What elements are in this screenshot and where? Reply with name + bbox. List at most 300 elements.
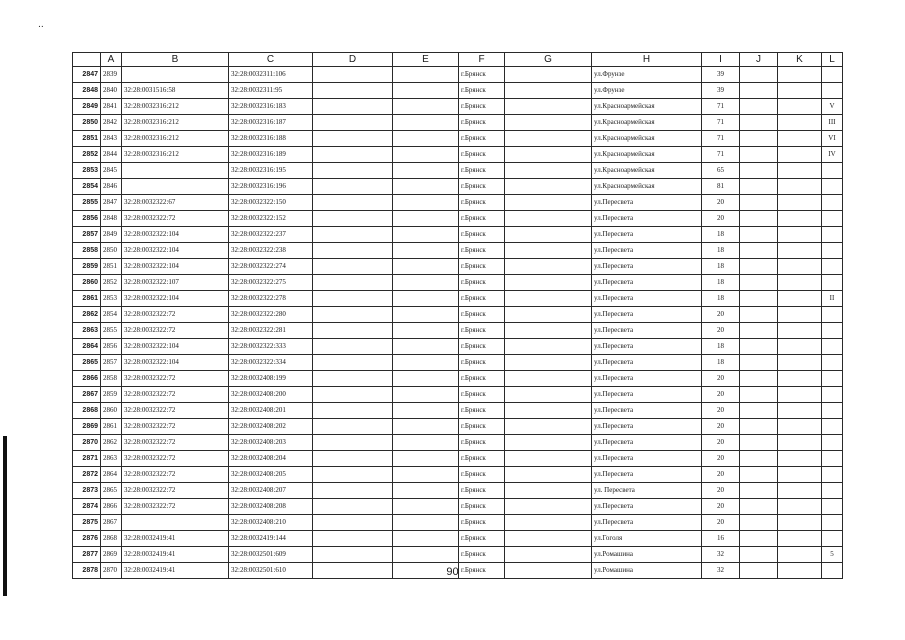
cell-j[interactable] [740, 147, 778, 163]
cell-b[interactable]: 32:28:0032322:72 [122, 499, 229, 515]
cell-c[interactable]: 32:28:0032316:188 [229, 131, 313, 147]
row-number[interactable]: 2853 [73, 163, 101, 179]
row-number[interactable]: 2874 [73, 499, 101, 515]
cell-c[interactable]: 32:28:0032322:333 [229, 339, 313, 355]
cell-i[interactable]: 18 [702, 243, 740, 259]
cell-f[interactable]: г.Брянск [459, 499, 505, 515]
cell-d[interactable] [313, 99, 393, 115]
cell-j[interactable] [740, 179, 778, 195]
cell-j[interactable] [740, 531, 778, 547]
cell-f[interactable]: г.Брянск [459, 131, 505, 147]
cell-c[interactable]: 32:28:0032322:238 [229, 243, 313, 259]
cell-k[interactable] [778, 227, 822, 243]
cell-h[interactable]: ул.Ромашина [592, 563, 702, 579]
cell-i[interactable]: 20 [702, 467, 740, 483]
cell-i[interactable]: 20 [702, 451, 740, 467]
cell-g[interactable] [505, 67, 592, 83]
cell-k[interactable] [778, 163, 822, 179]
cell-k[interactable] [778, 435, 822, 451]
cell-g[interactable] [505, 131, 592, 147]
column-header[interactable]: A [101, 53, 122, 67]
cell-j[interactable] [740, 371, 778, 387]
cell-d[interactable] [313, 227, 393, 243]
cell-h[interactable]: ул.Пересвета [592, 227, 702, 243]
cell-a[interactable]: 2847 [101, 195, 122, 211]
row-number[interactable]: 2866 [73, 371, 101, 387]
cell-h[interactable]: ул.Гоголя [592, 531, 702, 547]
cell-h[interactable]: ул.Пересвета [592, 211, 702, 227]
cell-i[interactable]: 18 [702, 339, 740, 355]
cell-h[interactable]: ул.Фрунзе [592, 67, 702, 83]
cell-d[interactable] [313, 339, 393, 355]
row-number[interactable]: 2852 [73, 147, 101, 163]
cell-a[interactable]: 2844 [101, 147, 122, 163]
cell-j[interactable] [740, 259, 778, 275]
cell-i[interactable]: 71 [702, 115, 740, 131]
cell-j[interactable] [740, 83, 778, 99]
cell-b[interactable]: 32:28:0032322:104 [122, 259, 229, 275]
row-number[interactable]: 2851 [73, 131, 101, 147]
cell-k[interactable] [778, 131, 822, 147]
cell-g[interactable] [505, 115, 592, 131]
cell-i[interactable]: 20 [702, 435, 740, 451]
cell-g[interactable] [505, 403, 592, 419]
cell-f[interactable]: г.Брянск [459, 387, 505, 403]
cell-j[interactable] [740, 275, 778, 291]
cell-l[interactable] [822, 355, 843, 371]
row-number[interactable]: 2855 [73, 195, 101, 211]
cell-f[interactable]: г.Брянск [459, 547, 505, 563]
cell-h[interactable]: ул.Пересвета [592, 275, 702, 291]
cell-d[interactable] [313, 307, 393, 323]
cell-g[interactable] [505, 387, 592, 403]
cell-l[interactable] [822, 387, 843, 403]
cell-a[interactable]: 2846 [101, 179, 122, 195]
cell-b[interactable]: 32:28:0032419:41 [122, 531, 229, 547]
row-number[interactable]: 2856 [73, 211, 101, 227]
cell-g[interactable] [505, 243, 592, 259]
cell-l[interactable] [822, 435, 843, 451]
cell-b[interactable]: 32:28:0032419:41 [122, 563, 229, 579]
cell-a[interactable]: 2840 [101, 83, 122, 99]
cell-g[interactable] [505, 355, 592, 371]
cell-d[interactable] [313, 451, 393, 467]
cell-j[interactable] [740, 435, 778, 451]
cell-j[interactable] [740, 467, 778, 483]
cell-l[interactable] [822, 227, 843, 243]
cell-f[interactable]: г.Брянск [459, 243, 505, 259]
cell-l[interactable] [822, 259, 843, 275]
cell-a[interactable]: 2861 [101, 419, 122, 435]
cell-k[interactable] [778, 531, 822, 547]
cell-a[interactable]: 2849 [101, 227, 122, 243]
cell-b[interactable]: 32:28:0032322:72 [122, 483, 229, 499]
cell-d[interactable] [313, 163, 393, 179]
cell-l[interactable] [822, 451, 843, 467]
cell-b[interactable]: 32:28:0032316:212 [122, 147, 229, 163]
cell-l[interactable] [822, 83, 843, 99]
column-header[interactable]: G [505, 53, 592, 67]
cell-i[interactable]: 20 [702, 211, 740, 227]
cell-h[interactable]: ул.Пересвета [592, 403, 702, 419]
cell-d[interactable] [313, 515, 393, 531]
cell-l[interactable] [822, 307, 843, 323]
cell-d[interactable] [313, 67, 393, 83]
cell-k[interactable] [778, 99, 822, 115]
row-number[interactable]: 2847 [73, 67, 101, 83]
cell-c[interactable]: 32:28:0032322:334 [229, 355, 313, 371]
cell-h[interactable]: ул.Красноармейская [592, 179, 702, 195]
cell-j[interactable] [740, 403, 778, 419]
cell-g[interactable] [505, 163, 592, 179]
cell-j[interactable] [740, 499, 778, 515]
cell-c[interactable]: 32:28:0032316:189 [229, 147, 313, 163]
cell-a[interactable]: 2870 [101, 563, 122, 579]
cell-d[interactable] [313, 291, 393, 307]
cell-d[interactable] [313, 403, 393, 419]
cell-e[interactable] [393, 227, 459, 243]
cell-i[interactable]: 20 [702, 419, 740, 435]
cell-e[interactable] [393, 451, 459, 467]
cell-h[interactable]: ул.Пересвета [592, 323, 702, 339]
cell-f[interactable]: г.Брянск [459, 355, 505, 371]
cell-f[interactable]: г.Брянск [459, 403, 505, 419]
cell-l[interactable]: 5 [822, 547, 843, 563]
cell-b[interactable]: 32:28:0032322:72 [122, 211, 229, 227]
cell-e[interactable] [393, 355, 459, 371]
cell-b[interactable] [122, 515, 229, 531]
cell-f[interactable]: г.Брянск [459, 563, 505, 579]
cell-j[interactable] [740, 115, 778, 131]
cell-i[interactable]: 71 [702, 99, 740, 115]
cell-d[interactable] [313, 435, 393, 451]
cell-e[interactable] [393, 515, 459, 531]
cell-e[interactable] [393, 419, 459, 435]
cell-a[interactable]: 2860 [101, 403, 122, 419]
cell-l[interactable] [822, 515, 843, 531]
row-number[interactable]: 2848 [73, 83, 101, 99]
cell-j[interactable] [740, 227, 778, 243]
cell-d[interactable] [313, 275, 393, 291]
row-number[interactable]: 2850 [73, 115, 101, 131]
cell-d[interactable] [313, 115, 393, 131]
cell-b[interactable] [122, 163, 229, 179]
cell-e[interactable] [393, 323, 459, 339]
cell-f[interactable]: г.Брянск [459, 531, 505, 547]
cell-k[interactable] [778, 275, 822, 291]
cell-h[interactable]: ул.Пересвета [592, 467, 702, 483]
cell-f[interactable]: г.Брянск [459, 163, 505, 179]
cell-a[interactable]: 2865 [101, 483, 122, 499]
cell-e[interactable] [393, 307, 459, 323]
cell-i[interactable]: 81 [702, 179, 740, 195]
cell-g[interactable] [505, 339, 592, 355]
cell-a[interactable]: 2852 [101, 275, 122, 291]
cell-k[interactable] [778, 451, 822, 467]
cell-c[interactable]: 32:28:0032316:187 [229, 115, 313, 131]
cell-k[interactable] [778, 259, 822, 275]
cell-g[interactable] [505, 83, 592, 99]
cell-i[interactable]: 20 [702, 515, 740, 531]
cell-j[interactable] [740, 483, 778, 499]
row-number[interactable]: 2864 [73, 339, 101, 355]
cell-g[interactable] [505, 451, 592, 467]
cell-e[interactable] [393, 163, 459, 179]
cell-k[interactable] [778, 355, 822, 371]
column-header[interactable]: D [313, 53, 393, 67]
cell-b[interactable]: 32:28:0032322:104 [122, 291, 229, 307]
cell-j[interactable] [740, 243, 778, 259]
cell-f[interactable]: г.Брянск [459, 419, 505, 435]
cell-h[interactable]: ул.Пересвета [592, 515, 702, 531]
cell-j[interactable] [740, 387, 778, 403]
cell-f[interactable]: г.Брянск [459, 115, 505, 131]
cell-a[interactable]: 2869 [101, 547, 122, 563]
cell-h[interactable]: ул. Пересвета [592, 483, 702, 499]
cell-e[interactable] [393, 259, 459, 275]
cell-c[interactable]: 32:28:0032322:275 [229, 275, 313, 291]
cell-k[interactable] [778, 115, 822, 131]
cell-g[interactable] [505, 211, 592, 227]
cell-l[interactable] [822, 195, 843, 211]
cell-k[interactable] [778, 83, 822, 99]
cell-k[interactable] [778, 195, 822, 211]
cell-c[interactable]: 32:28:0032408:199 [229, 371, 313, 387]
cell-g[interactable] [505, 147, 592, 163]
cell-k[interactable] [778, 179, 822, 195]
cell-i[interactable]: 18 [702, 355, 740, 371]
cell-f[interactable]: г.Брянск [459, 227, 505, 243]
row-number[interactable]: 2873 [73, 483, 101, 499]
cell-c[interactable]: 32:28:0032322:237 [229, 227, 313, 243]
row-number[interactable]: 2860 [73, 275, 101, 291]
cell-l[interactable] [822, 323, 843, 339]
cell-d[interactable] [313, 131, 393, 147]
cell-e[interactable] [393, 83, 459, 99]
cell-c[interactable]: 32:28:0032501:610 [229, 563, 313, 579]
cell-a[interactable]: 2853 [101, 291, 122, 307]
cell-c[interactable]: 32:28:0032408:207 [229, 483, 313, 499]
cell-c[interactable]: 32:28:0032322:281 [229, 323, 313, 339]
cell-g[interactable] [505, 419, 592, 435]
cell-c[interactable]: 32:28:0032408:210 [229, 515, 313, 531]
cell-j[interactable] [740, 323, 778, 339]
cell-c[interactable]: 32:28:0032316:196 [229, 179, 313, 195]
cell-k[interactable] [778, 483, 822, 499]
cell-h[interactable]: ул.Красноармейская [592, 131, 702, 147]
cell-a[interactable]: 2857 [101, 355, 122, 371]
cell-b[interactable]: 32:28:0032322:104 [122, 339, 229, 355]
cell-g[interactable] [505, 99, 592, 115]
cell-l[interactable] [822, 211, 843, 227]
cell-d[interactable] [313, 355, 393, 371]
cell-h[interactable]: ул.Красноармейская [592, 147, 702, 163]
cell-a[interactable]: 2867 [101, 515, 122, 531]
cell-a[interactable]: 2854 [101, 307, 122, 323]
cell-d[interactable] [313, 531, 393, 547]
cell-b[interactable]: 32:28:0032322:104 [122, 227, 229, 243]
cell-b[interactable]: 32:28:0032316:212 [122, 99, 229, 115]
cell-e[interactable] [393, 275, 459, 291]
cell-e[interactable] [393, 99, 459, 115]
cell-l[interactable]: IV [822, 147, 843, 163]
cell-d[interactable] [313, 195, 393, 211]
cell-c[interactable]: 32:28:0032419:144 [229, 531, 313, 547]
cell-c[interactable]: 32:28:0032408:204 [229, 451, 313, 467]
cell-h[interactable]: ул.Пересвета [592, 307, 702, 323]
cell-i[interactable]: 20 [702, 195, 740, 211]
cell-f[interactable]: г.Брянск [459, 211, 505, 227]
cell-b[interactable]: 32:28:0032322:72 [122, 387, 229, 403]
row-number[interactable]: 2872 [73, 467, 101, 483]
cell-j[interactable] [740, 195, 778, 211]
cell-b[interactable]: 32:28:0032322:104 [122, 355, 229, 371]
cell-i[interactable]: 39 [702, 67, 740, 83]
cell-b[interactable]: 32:28:0032322:72 [122, 435, 229, 451]
cell-l[interactable] [822, 275, 843, 291]
cell-h[interactable]: ул.Пересвета [592, 339, 702, 355]
cell-k[interactable] [778, 307, 822, 323]
cell-a[interactable]: 2863 [101, 451, 122, 467]
cell-g[interactable] [505, 291, 592, 307]
row-number[interactable]: 2861 [73, 291, 101, 307]
cell-a[interactable]: 2864 [101, 467, 122, 483]
cell-f[interactable]: г.Брянск [459, 435, 505, 451]
cell-c[interactable]: 32:28:0032408:203 [229, 435, 313, 451]
cell-k[interactable] [778, 323, 822, 339]
cell-a[interactable]: 2843 [101, 131, 122, 147]
cell-d[interactable] [313, 387, 393, 403]
cell-e[interactable] [393, 211, 459, 227]
cell-a[interactable]: 2855 [101, 323, 122, 339]
cell-g[interactable] [505, 227, 592, 243]
cell-l[interactable] [822, 371, 843, 387]
cell-f[interactable]: г.Брянск [459, 275, 505, 291]
cell-a[interactable]: 2841 [101, 99, 122, 115]
cell-a[interactable]: 2862 [101, 435, 122, 451]
cell-g[interactable] [505, 195, 592, 211]
cell-j[interactable] [740, 515, 778, 531]
cell-c[interactable]: 32:28:0032408:205 [229, 467, 313, 483]
row-number[interactable]: 2849 [73, 99, 101, 115]
cell-b[interactable]: 32:28:0031516:58 [122, 83, 229, 99]
column-header[interactable]: K [778, 53, 822, 67]
cell-l[interactable] [822, 483, 843, 499]
cell-c[interactable]: 32:28:0032408:201 [229, 403, 313, 419]
cell-l[interactable] [822, 339, 843, 355]
cell-d[interactable] [313, 419, 393, 435]
cell-d[interactable] [313, 323, 393, 339]
cell-f[interactable]: г.Брянск [459, 67, 505, 83]
cell-f[interactable]: г.Брянск [459, 323, 505, 339]
cell-f[interactable]: г.Брянск [459, 515, 505, 531]
cell-d[interactable] [313, 467, 393, 483]
row-number[interactable]: 2858 [73, 243, 101, 259]
cell-h[interactable]: ул.Пересвета [592, 291, 702, 307]
cell-c[interactable]: 32:28:0032408:200 [229, 387, 313, 403]
cell-e[interactable] [393, 531, 459, 547]
row-number[interactable]: 2857 [73, 227, 101, 243]
cell-f[interactable]: г.Брянск [459, 339, 505, 355]
cell-k[interactable] [778, 499, 822, 515]
cell-d[interactable] [313, 483, 393, 499]
cell-i[interactable]: 16 [702, 531, 740, 547]
column-header[interactable]: E [393, 53, 459, 67]
cell-h[interactable]: ул.Пересвета [592, 419, 702, 435]
cell-g[interactable] [505, 547, 592, 563]
cell-f[interactable]: г.Брянск [459, 99, 505, 115]
cell-d[interactable] [313, 243, 393, 259]
row-number[interactable]: 2867 [73, 387, 101, 403]
cell-a[interactable]: 2848 [101, 211, 122, 227]
cell-b[interactable]: 32:28:0032322:72 [122, 307, 229, 323]
cell-i[interactable]: 20 [702, 499, 740, 515]
cell-k[interactable] [778, 371, 822, 387]
cell-f[interactable]: г.Брянск [459, 259, 505, 275]
cell-h[interactable]: ул.Пересвета [592, 243, 702, 259]
cell-c[interactable]: 32:28:0032322:280 [229, 307, 313, 323]
cell-e[interactable] [393, 371, 459, 387]
cell-l[interactable] [822, 179, 843, 195]
cell-b[interactable] [122, 67, 229, 83]
cell-g[interactable] [505, 371, 592, 387]
cell-f[interactable]: г.Брянск [459, 147, 505, 163]
column-header[interactable]: B [122, 53, 229, 67]
cell-i[interactable]: 20 [702, 483, 740, 499]
cell-i[interactable]: 18 [702, 227, 740, 243]
cell-c[interactable]: 32:28:0032311:95 [229, 83, 313, 99]
cell-a[interactable]: 2842 [101, 115, 122, 131]
cell-f[interactable]: г.Брянск [459, 83, 505, 99]
cell-b[interactable]: 32:28:0032322:72 [122, 467, 229, 483]
cell-g[interactable] [505, 323, 592, 339]
cell-b[interactable]: 32:28:0032322:72 [122, 419, 229, 435]
column-header[interactable]: C [229, 53, 313, 67]
cell-h[interactable]: ул.Красноармейская [592, 99, 702, 115]
cell-j[interactable] [740, 419, 778, 435]
row-number[interactable]: 2868 [73, 403, 101, 419]
cell-e[interactable] [393, 403, 459, 419]
cell-h[interactable]: ул.Пересвета [592, 499, 702, 515]
cell-e[interactable] [393, 547, 459, 563]
cell-i[interactable]: 32 [702, 563, 740, 579]
cell-f[interactable]: г.Брянск [459, 307, 505, 323]
column-header[interactable]: J [740, 53, 778, 67]
cell-i[interactable]: 71 [702, 147, 740, 163]
cell-k[interactable] [778, 387, 822, 403]
cell-a[interactable]: 2859 [101, 387, 122, 403]
cell-g[interactable] [505, 531, 592, 547]
cell-d[interactable] [313, 499, 393, 515]
cell-k[interactable] [778, 67, 822, 83]
cell-h[interactable]: ул.Пересвета [592, 451, 702, 467]
cell-k[interactable] [778, 515, 822, 531]
cell-j[interactable] [740, 211, 778, 227]
cell-f[interactable]: г.Брянск [459, 483, 505, 499]
row-number[interactable]: 2865 [73, 355, 101, 371]
cell-a[interactable]: 2839 [101, 67, 122, 83]
cell-g[interactable] [505, 435, 592, 451]
cell-j[interactable] [740, 99, 778, 115]
cell-e[interactable] [393, 483, 459, 499]
cell-h[interactable]: ул.Пересвета [592, 259, 702, 275]
cell-e[interactable] [393, 499, 459, 515]
cell-b[interactable]: 32:28:0032316:212 [122, 115, 229, 131]
cell-l[interactable]: II [822, 291, 843, 307]
cell-e[interactable] [393, 467, 459, 483]
row-number[interactable]: 2862 [73, 307, 101, 323]
cell-d[interactable] [313, 371, 393, 387]
